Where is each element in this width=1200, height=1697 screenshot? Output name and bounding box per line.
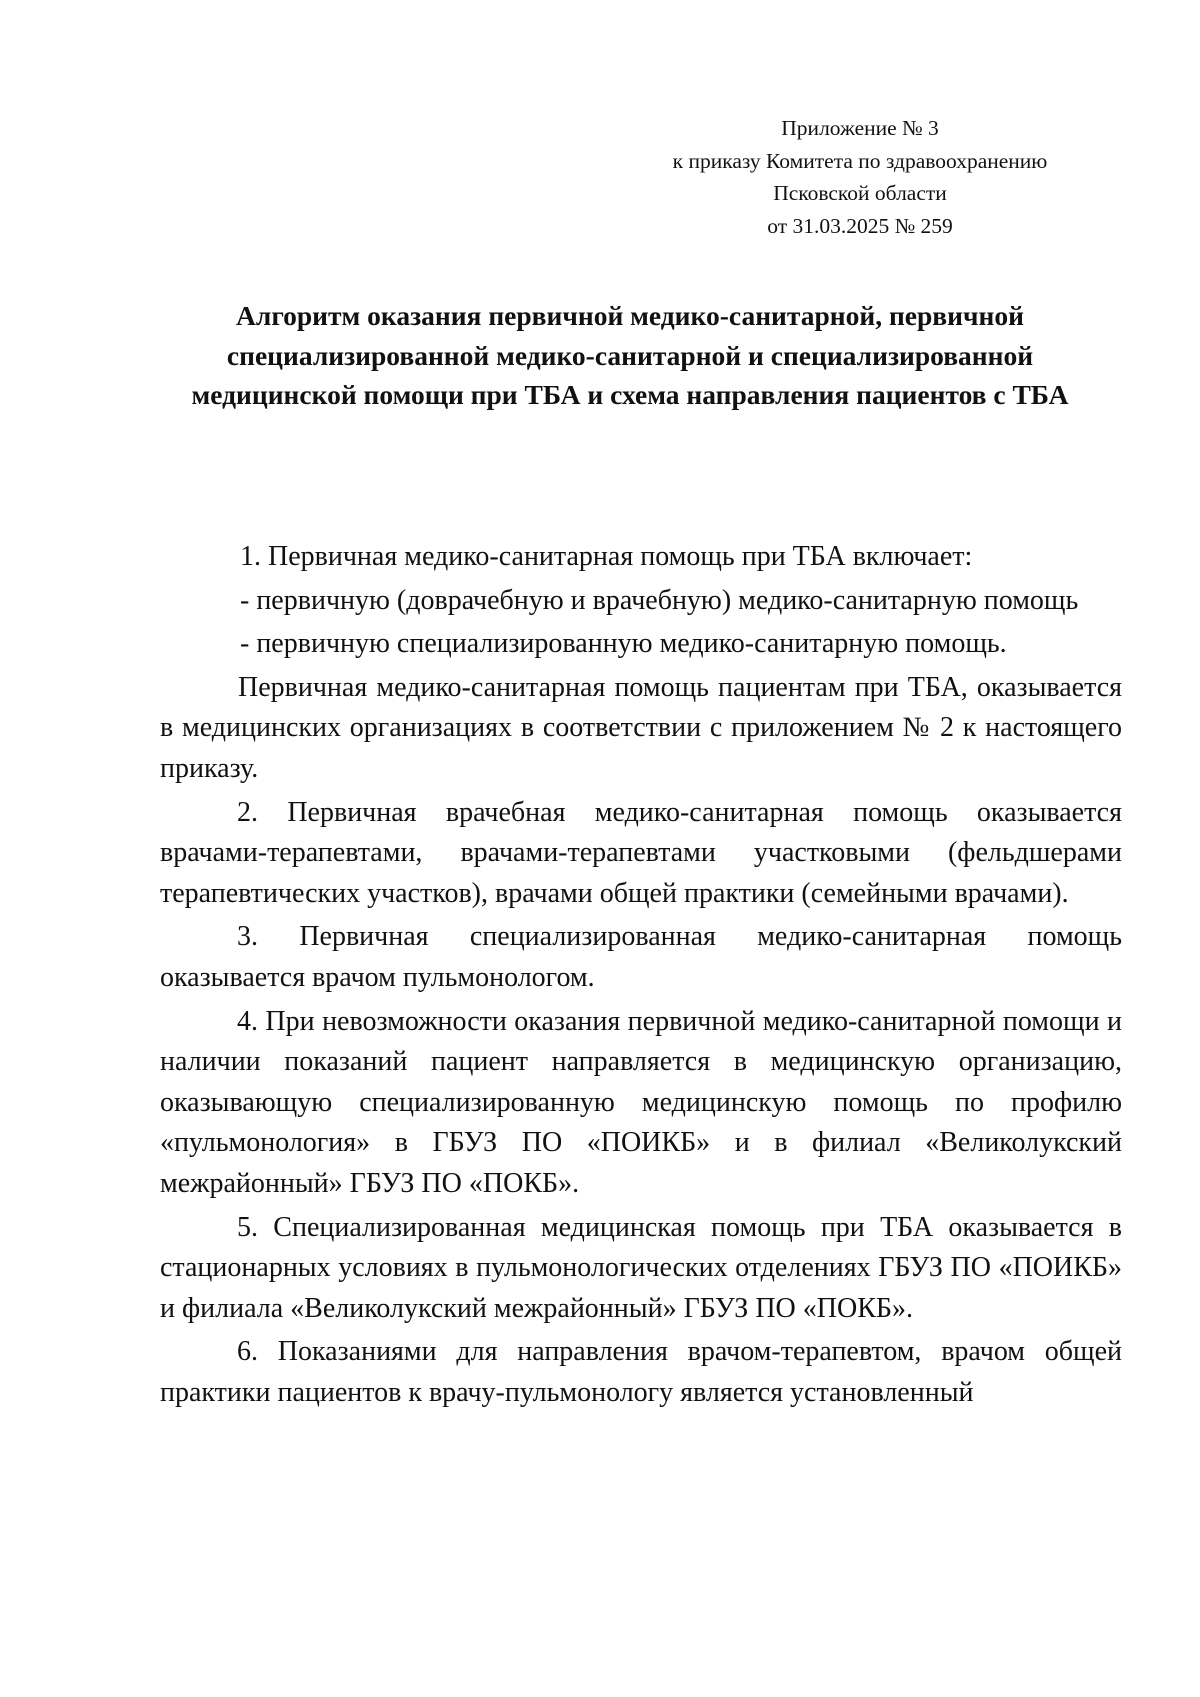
- appendix-region: Псковской области: [773, 181, 947, 205]
- paragraph-6: 6. Показаниями для направления врачом-терапевтом, врачом общей практики пациентов к врачу-пульмонологу является установленный: [160, 1336, 1122, 1408]
- paragraph-2: 2. Первичная врачебная медико-санитарная помощь оказывается врачами-терапевтами, врачами-терапевтами участковыми (фельдшерами терапевтических участков), врачами общей практики (семейными врачами).: [160, 796, 1122, 909]
- paragraph-1-item-b: - первичную специализированную медико-санитарную помощь.: [240, 628, 1007, 660]
- document-body: [160, 537, 1122, 1416]
- paragraph-1-note: Первичная медико-санитарная помощь пациентам при ТБА, оказывается в медицинских организациях в соответствии с приложением № 2 к настоящего приказу.: [160, 671, 1122, 784]
- appendix-order-date: от 31.03.2025 № 259: [767, 213, 953, 238]
- paragraph-1-item-a: - первичную (доврачебную и врачебную) медико-санитарную помощь: [240, 584, 1079, 616]
- appendix-number: Приложение № 3: [781, 116, 939, 140]
- paragraph-5: 5. Специализированная медицинская помощь при ТБА оказывается в стационарных условиях в пульмонологических отделениях ГБУЗ ПО «ПОИКБ» и филиала «Великолукский межрайонный» ГБУЗ ПО «ПОКБ».: [160, 1211, 1122, 1324]
- appendix-order-reference: к приказу Комитета по здравоохранению: [672, 148, 1048, 173]
- document-title: Алгоритм оказания первичной медико-санитарной, первичной специализированной медико-санитарной и специализированной медицинской помощи при ТБА и схема направления пациентов с ТБА: [191, 300, 1069, 410]
- paragraph-4: 4. При невозможности оказания первичной медико-санитарной помощи и наличии показаний пациент направляется в медицинскую организацию, оказывающую специализированную медицинскую помощь по профилю «пульмонология» в ГБУЗ ПО «ПОИКБ» и в филиал «Великолукский межрайонный» ГБУЗ ПО «ПОКБ».: [160, 1005, 1122, 1199]
- appendix-header: [600, 112, 1120, 242]
- paragraph-1: 1. Первичная медико-санитарная помощь при ТБА включает:: [240, 541, 973, 572]
- paragraph-3: 3. Первичная специализированная медико-санитарная помощь оказывается врачом пульмонологом.: [160, 921, 1122, 993]
